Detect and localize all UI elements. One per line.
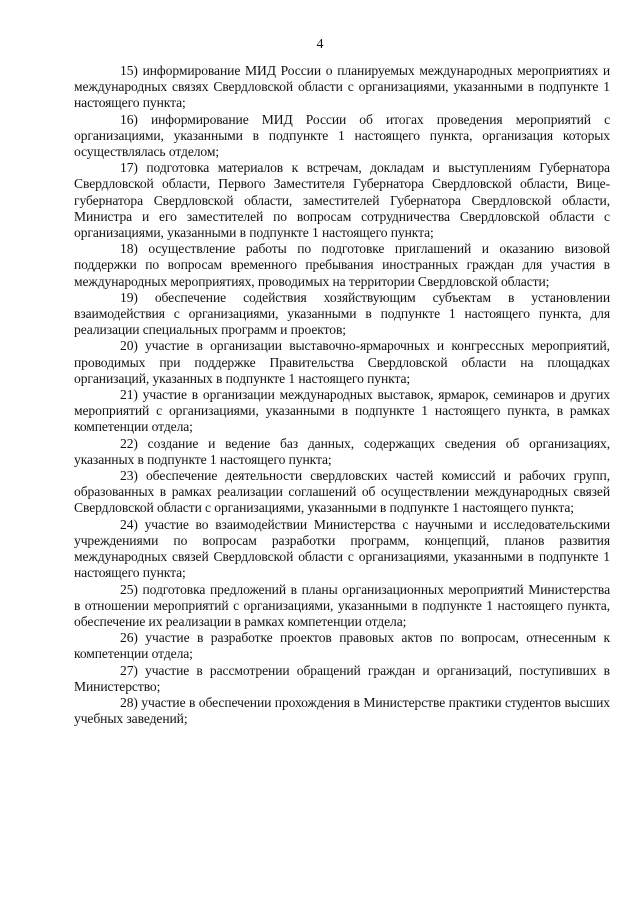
list-item-26: 26) участие в разработке проектов правовых актов по вопросам, отнесенным к компетенции отдела; — [74, 630, 610, 662]
list-item-20: 20) участие в организации выставочно-ярмарочных и конгрессных мероприятий, проводимых при поддержке Правительства Свердловской области на площадках организаций, указанных в подпункте 1 настоящего пункта; — [74, 338, 610, 386]
list-item-15: 15) информирование МИД России о планируемых международных мероприятиях и международных связях Свердловской области с организациями, указанными в подпункте 1 настоящего пункта; — [74, 63, 610, 111]
list-item-18: 18) осуществление работы по подготовке приглашений и оказанию визовой поддержки по вопросам временного пребывания иностранных граждан для участия в международных мероприятиях, проводимых на территории Свердловской области; — [74, 241, 610, 289]
list-item-16: 16) информирование МИД России об итогах проведения мероприятий с организациями, указанными в подпункте 1 настоящего пункта, организация которых осуществлялась отделом; — [74, 111, 610, 160]
list-item-25: 25) подготовка предложений в планы организационных мероприятий Министерства в отношении мероприятий с организациями, указанными в подпункте 1 настоящего пункта, обеспечение их реализации в рамках компетенции отдела; — [74, 581, 610, 629]
document-body — [74, 63, 610, 727]
list-item-22: 22) создание и ведение баз данных, содержащих сведения об организациях, указанных в подпункте 1 настоящего пункта; — [74, 435, 610, 467]
list-item-24: 24) участие во взаимодействии Министерства с научными и исследовательскими учреждениями по вопросам разработки программ, концепций, планов развития международных связей Свердловской области с организациями, указанными в подпункте 1 настоящего пункта; — [74, 516, 610, 581]
list-item-28: 28) участие в обеспечении прохождения в Министерстве практики студентов высших учебных заведений; — [74, 694, 610, 727]
list-item-17: 17) подготовка материалов к встречам, докладам и выступлениям Губернатора Свердловской области, Первого Заместителя Губернатора Свердловской области, Вице-губернатора Свердловской области, заместителей Губернатора Свердловской области, Министра и его заместителей по вопросам сотрудничества Свердловской области с организациями, указанными в подпункте 1 настоящего пункта; — [74, 160, 610, 241]
list-item-21: 21) участие в организации международных выставок, ярмарок, семинаров и других мероприятий с организациями, указанными в подпункте 1 настоящего пункта, в рамках компетенции отдела; — [74, 387, 610, 435]
list-item-27: 27) участие в рассмотрении обращений граждан и организаций, поступивших в Министерство; — [74, 662, 610, 694]
list-item-23: 23) обеспечение деятельности свердловских частей комиссий и рабочих групп, образованных в рамках реализации соглашений об осуществлении международных связей Свердловской области с организациями, указанными в подпункте 1 настоящего пункта; — [74, 468, 610, 516]
page-number: 4 — [316, 37, 324, 52]
list-item-19: 19) обеспечение содействия хозяйствующим субъектам в установлении взаимодействия с организациями, указанными в подпункте 1 настоящего пункта, для реализации специальных программ и проектов; — [74, 289, 610, 338]
